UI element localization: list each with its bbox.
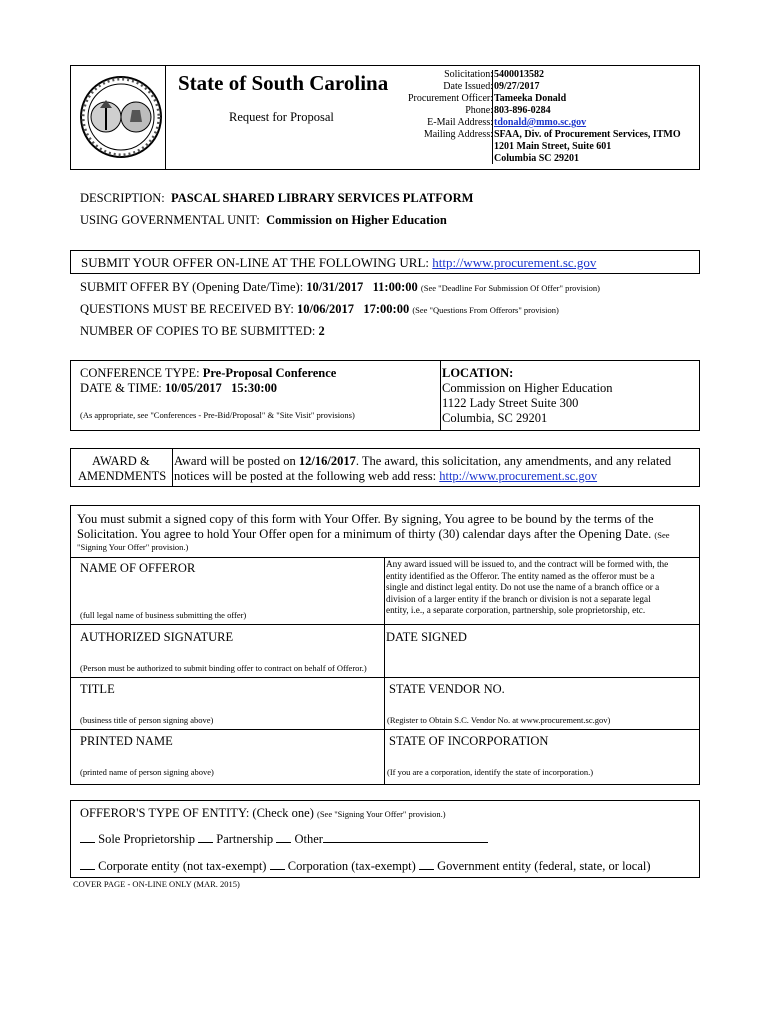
doc-type: Request for Proposal: [229, 110, 334, 124]
printed-name-field[interactable]: [72, 749, 382, 763]
sig-row-divider-1: [71, 624, 699, 625]
title-label: TITLE: [80, 682, 115, 696]
award-label-1: AWARD &: [92, 454, 150, 468]
vendor-no-note: (Register to Obtain S.C. Vendor No. at www.procurement.sc.gov): [387, 715, 611, 725]
sole-proprietorship-checkbox[interactable]: [80, 832, 95, 843]
award-entity-note: Any award issued will be issued to, and the contract will be formed with, the entity identified as the Offeror. The entity named as the offeror must be a single and distinct legal entity. Do not use the name of a branch office or a division of a larger entity if the branch or division is not a separate legal entity, i.e., a separate corporation, partnership, sole proprietorship, etc.: [386, 559, 669, 616]
conference-type-line: CONFERENCE TYPE: Pre-Proposal Conference: [80, 366, 337, 380]
date-signed-field[interactable]: [386, 645, 698, 675]
questions-deadline-line: QUESTIONS MUST BE RECEIVED BY: 10/06/2017 17:00:00 (See "Questions From Offerors" provision): [80, 302, 559, 316]
mailing-address: SFAA, Div. of Procurement Services, ITMO: [494, 129, 681, 140]
incorporation-label: STATE OF INCORPORATION: [389, 734, 549, 748]
state-title: State of South Carolina: [178, 71, 389, 95]
vendor-no-field[interactable]: [386, 697, 698, 711]
date-signed-label: DATE SIGNED: [386, 630, 467, 644]
corporation-tax-exempt-checkbox[interactable]: [270, 859, 285, 870]
field-row: E-Mail Address: tdonald@mmo.sc.gov: [427, 117, 587, 128]
location-label: LOCATION:: [442, 366, 514, 380]
authorized-signature-label: AUTHORIZED SIGNATURE: [80, 630, 234, 644]
location-line-1: Commission on Higher Education: [442, 381, 613, 395]
name-of-offeror-label: NAME OF OFFEROR: [80, 561, 196, 575]
header-divider: [165, 66, 166, 170]
governmental-unit-line: USING GOVERNMENTAL UNIT: Commission on Higher Education: [80, 213, 447, 227]
governmental-unit-value: Commission on Higher Education: [266, 213, 447, 227]
sig-row-divider-2: [71, 677, 699, 678]
sig-col-divider: [384, 557, 385, 784]
award-label-2: AMENDMENTS: [78, 469, 167, 483]
entity-options-row-1: Sole Proprietorship Partnership Other: [80, 832, 488, 847]
printed-name-note: (printed name of person signing above): [80, 767, 214, 777]
conference-datetime-value: 10/05/2017 15:30:00: [164, 381, 277, 395]
signature-intro-3: "Signing Your Offer" provision.): [77, 542, 189, 552]
entity-type-heading: OFFEROR'S TYPE OF ENTITY: (Check one) (See "Signing Your Offer" provision.): [80, 806, 446, 820]
corporate-entity-checkbox[interactable]: [80, 859, 95, 870]
submit-online-line: SUBMIT YOUR OFFER ON-LINE AT THE FOLLOWING URL: http://www.procurement.sc.gov: [81, 255, 597, 270]
header-fields: [380, 69, 698, 165]
partnership-checkbox[interactable]: [198, 832, 213, 843]
procurement-url-link[interactable]: http://www.procurement.sc.gov: [432, 255, 597, 270]
title-note: (business title of person signing above): [80, 715, 214, 725]
award-url-link[interactable]: http://www.procurement.sc.gov: [439, 469, 598, 483]
authorized-signature-field[interactable]: [72, 645, 382, 659]
incorporation-note: (If you are a corporation, identify the state of incorporation.): [387, 767, 594, 777]
award-text-line-1: Award will be posted on 12/16/2017. The award, this solicitation, any amendments, and any related: [174, 454, 672, 468]
questions-deadline-value: 10/06/2017 17:00:00: [297, 302, 410, 316]
award-date: 12/16/2017: [298, 454, 356, 468]
field-divider: [492, 70, 493, 164]
sig-row-divider-0: [71, 557, 699, 558]
description-line: DESCRIPTION: PASCAL SHARED LIBRARY SERVICES PLATFORM: [80, 191, 474, 205]
other-checkbox[interactable]: [276, 832, 291, 843]
address-line-2: 1201 Main Street, Suite 601: [494, 141, 612, 152]
copies-value: 2: [318, 324, 325, 338]
solicitation-number: 5400013582: [494, 69, 544, 80]
conference-divider: [440, 361, 441, 430]
offer-deadline-value: 10/31/2017 11:00:00: [306, 280, 418, 294]
vendor-no-label: STATE VENDOR NO.: [389, 682, 505, 696]
phone: 803-896-0284: [494, 105, 551, 116]
procurement-officer: Tameeka Donald: [494, 93, 567, 104]
field-row: Mailing Address: SFAA, Div. of Procurement Services, ITMO: [423, 129, 681, 140]
footer-label: COVER PAGE - ON-LINE ONLY (MAR. 2015): [73, 879, 240, 889]
conference-type-value: Pre-Proposal Conference: [202, 366, 337, 380]
entity-options-row-2: Corporate entity (not tax-exempt) Corporation (tax-exempt) Government entity (federal, state, or local): [80, 859, 651, 874]
copies-line: NUMBER OF COPIES TO BE SUBMITTED: 2: [80, 324, 325, 338]
award-divider: [172, 449, 173, 486]
award-text-line-2: notices will be posted at the following web add ress: http://www.procurement.sc.gov: [174, 469, 598, 483]
address-line-3: Columbia SC 29201: [494, 153, 580, 164]
description-value: PASCAL SHARED LIBRARY SERVICES PLATFORM: [170, 191, 474, 205]
government-entity-checkbox[interactable]: [419, 859, 434, 870]
field-row: Phone: 803-896-0284: [465, 105, 551, 116]
field-row: Date Issued: 09/27/2017: [443, 81, 540, 92]
title-field[interactable]: [72, 697, 382, 711]
field-row: Solicitation: 5400013582: [444, 69, 544, 80]
printed-name-label: PRINTED NAME: [80, 734, 173, 748]
location-line-2: 1122 Lady Street Suite 300: [442, 396, 579, 410]
signature-intro-2: Solicitation. You agree to hold Your Offer open for a minimum of thirty (30) calendar days after the Opening Date. (See: [77, 527, 670, 541]
sig-row-divider-3: [71, 729, 699, 730]
signature-intro-1: You must submit a signed copy of this form with Your Offer. By signing, You agree to be bound by the terms of the: [77, 512, 654, 526]
email-link[interactable]: tdonald@mmo.sc.gov: [494, 117, 587, 128]
other-input[interactable]: [323, 832, 488, 843]
conference-datetime-line: DATE & TIME: 10/05/2017 15:30:00: [80, 381, 277, 395]
name-of-offeror-field[interactable]: [72, 576, 382, 606]
incorporation-field[interactable]: [386, 749, 698, 763]
authorized-signature-note: (Person must be authorized to submit binding offer to contract on behalf of Offeror.): [80, 663, 367, 673]
name-of-offeror-note: (full legal name of business submitting the offer): [80, 610, 247, 620]
date-issued: 09/27/2017: [494, 81, 540, 92]
state-seal-icon: [78, 70, 164, 166]
offer-deadline-line: SUBMIT OFFER BY (Opening Date/Time): 10/31/2017 11:00:00 (See "Deadline For Submission Of Offer" provision): [80, 280, 601, 294]
conference-note: (As appropriate, see "Conferences - Pre-Bid/Proposal" & "Site Visit" provisions): [80, 410, 355, 420]
location-line-3: Columbia, SC 29201: [442, 411, 548, 425]
field-row: Procurement Officer: Tameeka Donald: [407, 93, 567, 104]
